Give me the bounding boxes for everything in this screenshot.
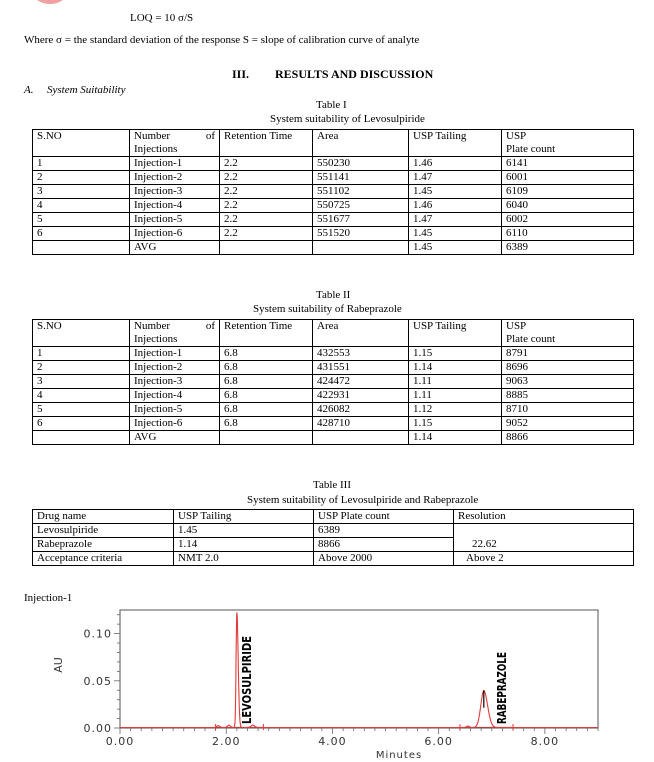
cell-plate-count: 6001	[502, 171, 634, 185]
header-plate-count-label: Plate count	[506, 143, 556, 155]
cell-plate-count: 8885	[502, 389, 634, 403]
cell-retention-time: 2.2	[220, 213, 313, 227]
cell-sno: 4	[33, 199, 130, 213]
cell-area: 551102	[313, 185, 409, 199]
cell-sno: 4	[33, 389, 130, 403]
x-tick-label: 8.00	[530, 735, 560, 748]
cell-injection: Injection-3	[130, 185, 220, 199]
cell-resolution: Above 2	[454, 552, 634, 566]
cell-area: 551141	[313, 171, 409, 185]
cell-retention-time: 6.8	[220, 417, 313, 431]
chromatogram-title: Injection-1	[24, 592, 73, 604]
y-tick-label: 0.05	[83, 674, 112, 688]
cell-area: 422931	[313, 389, 409, 403]
cell-plate-count: 9063	[502, 375, 634, 389]
cell-retention-time: 2.2	[220, 227, 313, 241]
cell-injection: Injection-1	[130, 157, 220, 171]
table-header-row	[33, 320, 634, 347]
cell-retention-time: 6.8	[220, 347, 313, 361]
cell-empty	[220, 431, 313, 445]
table3-caption: System suitability of Levosulpiride and Rabeprazole	[247, 494, 479, 506]
header-of: of	[205, 130, 215, 142]
plot-frame	[120, 610, 598, 728]
cell-area: 426082	[313, 403, 409, 417]
table-row	[33, 347, 634, 361]
cell-usp-tailing: 1.45	[409, 227, 502, 241]
peak-label: RABEPRAZOLE	[494, 626, 509, 724]
cell-usp-plate-count: 6389	[314, 524, 454, 538]
cell-area: 550725	[313, 199, 409, 213]
header-number: Number	[134, 130, 171, 142]
cell-usp-plate-count: Above 2000	[314, 552, 454, 566]
cell-plate-count: 6040	[502, 199, 634, 213]
header-usp-tailing: USP Tailing	[409, 320, 502, 347]
cell-area: 424472	[313, 375, 409, 389]
x-tick-label: 2.00	[211, 735, 241, 748]
cell-usp-tailing: 1.12	[409, 403, 502, 417]
table-row	[33, 403, 634, 417]
subsection-heading	[24, 84, 126, 96]
cell-area: 551520	[313, 227, 409, 241]
table-row	[33, 552, 634, 566]
cell-usp-tailing: 1.47	[409, 171, 502, 185]
header-usp: USP	[506, 130, 527, 142]
x-tick-label: 4.00	[318, 735, 347, 748]
cell-sno: 5	[33, 213, 130, 227]
cell-retention-time: 2.2	[220, 199, 313, 213]
cell-drug-name: Acceptance criteria	[33, 552, 174, 566]
cell-drug-name: Rabeprazole	[33, 538, 174, 552]
cell-plate-count: 6109	[502, 185, 634, 199]
cell-sno: 2	[33, 361, 130, 375]
table-avg-row	[33, 431, 634, 445]
header-usp-tailing: USP Tailing	[409, 130, 502, 157]
table3	[32, 509, 634, 566]
header-injections-label: Injections	[134, 333, 178, 345]
cell-usp-tailing: 1.46	[409, 199, 502, 213]
cell-empty	[313, 241, 409, 255]
cell-usp-tailing: 1.45	[409, 185, 502, 199]
x-axis-label: Minutes	[375, 750, 423, 761]
table-row	[33, 157, 634, 171]
header-injections-label: Injections	[134, 143, 178, 155]
cell-drug-name: Levosulpiride	[33, 524, 174, 538]
cell-sno: 1	[33, 157, 130, 171]
section-title: RESULTS AND DISCUSSION	[275, 67, 434, 81]
cell-plate-count: 8710	[502, 403, 634, 417]
cell-injection: Injection-2	[130, 171, 220, 185]
y-axis-label: AU	[52, 657, 65, 673]
cell-avg-plate: 8866	[502, 431, 634, 445]
header-resolution: Resolution	[454, 510, 634, 524]
header-plate-count-label: Plate count	[506, 333, 556, 345]
cell-plate-count: 8696	[502, 361, 634, 375]
table-row	[33, 361, 634, 375]
cell-plate-count: 8791	[502, 347, 634, 361]
cell-empty	[313, 431, 409, 445]
cell-avg-label: AVG	[130, 431, 220, 445]
table-header-row	[33, 510, 634, 524]
table-avg-row	[33, 241, 634, 255]
cell-sno: 6	[33, 227, 130, 241]
cell-sno: 3	[33, 185, 130, 199]
table2-label: Table II	[316, 289, 351, 301]
header-plate-count	[502, 320, 634, 347]
cell-injection: Injection-2	[130, 361, 220, 375]
table2	[32, 319, 634, 445]
chromatogram-chart	[20, 600, 654, 762]
cell-area: 431551	[313, 361, 409, 375]
subsection-title: System Suitability	[46, 84, 126, 96]
cell-usp-tailing: 1.11	[409, 389, 502, 403]
table2-caption: System suitability of Rabeprazole	[253, 303, 402, 315]
table3-label: Table III	[313, 479, 352, 491]
section-heading	[232, 67, 433, 82]
cell-area: 551677	[313, 213, 409, 227]
table-row	[33, 375, 634, 389]
header-usp-plate-count: USP Plate count	[314, 510, 454, 524]
header-number: Number	[134, 320, 171, 332]
header-plate-count	[502, 130, 634, 157]
cell-usp-tailing: NMT 2.0	[174, 552, 314, 566]
cell-sno: 5	[33, 403, 130, 417]
peak-label: LEVOSULPIRIDE	[239, 617, 254, 724]
cell-injection: Injection-6	[130, 227, 220, 241]
cell-plate-count: 6110	[502, 227, 634, 241]
header-injections	[130, 130, 220, 157]
cell-usp-plate-count: 8866	[314, 538, 454, 552]
cell-avg-tailing: 1.14	[409, 431, 502, 445]
table-row	[33, 417, 634, 431]
cell-retention-time: 6.8	[220, 361, 313, 375]
cell-area: 432553	[313, 347, 409, 361]
cell-empty	[220, 241, 313, 255]
cell-usp-tailing: 1.45	[174, 524, 314, 538]
cell-plate-count: 6141	[502, 157, 634, 171]
cell-injection: Injection-4	[130, 389, 220, 403]
header-sno: S.NO	[33, 320, 130, 347]
journal-logo-fragment	[30, 0, 70, 4]
cell-retention-time: 2.2	[220, 185, 313, 199]
table-header-row	[33, 130, 634, 157]
cell-avg-plate: 6389	[502, 241, 634, 255]
header-area: Area	[313, 320, 409, 347]
header-sno: S.NO	[33, 130, 130, 157]
cell-retention-time: 2.2	[220, 171, 313, 185]
y-tick-label: 0.10	[83, 627, 112, 641]
table-row	[33, 185, 634, 199]
cell-injection: Injection-1	[130, 347, 220, 361]
table-row	[33, 171, 634, 185]
cell-injection: Injection-4	[130, 199, 220, 213]
cell-usp-tailing: 1.14	[409, 361, 502, 375]
table-row	[33, 524, 634, 538]
cell-plate-count: 9052	[502, 417, 634, 431]
table1	[32, 129, 634, 255]
cell-sno: 2	[33, 171, 130, 185]
table-row	[33, 389, 634, 403]
section-number: III.	[232, 67, 250, 81]
x-tick-label: 6.00	[424, 735, 453, 748]
subsection-label: A.	[24, 84, 34, 96]
table-row	[33, 227, 634, 241]
y-tick-label: 0.00	[83, 722, 112, 735]
header-usp: USP	[506, 320, 527, 332]
cell-usp-tailing: 1.15	[409, 347, 502, 361]
cell-empty	[33, 431, 130, 445]
table1-caption: System suitability of Levosulpiride	[270, 113, 425, 125]
cell-sno: 6	[33, 417, 130, 431]
cell-area: 428710	[313, 417, 409, 431]
cell-area: 550230	[313, 157, 409, 171]
header-usp-tailing: USP Tailing	[174, 510, 314, 524]
where-definition: Where σ = the standard deviation of the response S = slope of calibration curve of analyte	[24, 34, 420, 46]
cell-usp-tailing: 1.11	[409, 375, 502, 389]
cell-plate-count: 6002	[502, 213, 634, 227]
table-row	[33, 213, 634, 227]
cell-retention-time: 6.8	[220, 375, 313, 389]
cell-sno: 1	[33, 347, 130, 361]
cell-usp-tailing: 1.14	[174, 538, 314, 552]
table1-label: Table I	[316, 99, 347, 111]
header-injections	[130, 320, 220, 347]
cell-retention-time: 2.2	[220, 157, 313, 171]
loq-formula: LOQ = 10 σ/S	[130, 12, 194, 24]
header-retention-time: Retention Time	[220, 320, 313, 347]
header-area: Area	[313, 130, 409, 157]
cell-injection: Injection-3	[130, 375, 220, 389]
cell-injection: Injection-5	[130, 213, 220, 227]
cell-retention-time: 6.8	[220, 389, 313, 403]
cell-usp-tailing: 1.46	[409, 157, 502, 171]
header-of: of	[205, 320, 215, 332]
cell-avg-tailing: 1.45	[409, 241, 502, 255]
cell-resolution: 22.62	[454, 524, 634, 552]
header-drug-name: Drug name	[33, 510, 174, 524]
cell-usp-tailing: 1.47	[409, 213, 502, 227]
cell-injection: Injection-5	[130, 403, 220, 417]
cell-sno: 3	[33, 375, 130, 389]
cell-avg-label: AVG	[130, 241, 220, 255]
table-row	[33, 199, 634, 213]
cell-retention-time: 6.8	[220, 403, 313, 417]
chromatogram-trace	[120, 612, 598, 727]
header-retention-time: Retention Time	[220, 130, 313, 157]
cell-empty	[33, 241, 130, 255]
cell-injection: Injection-6	[130, 417, 220, 431]
x-tick-label: 0.00	[105, 735, 135, 748]
cell-usp-tailing: 1.15	[409, 417, 502, 431]
